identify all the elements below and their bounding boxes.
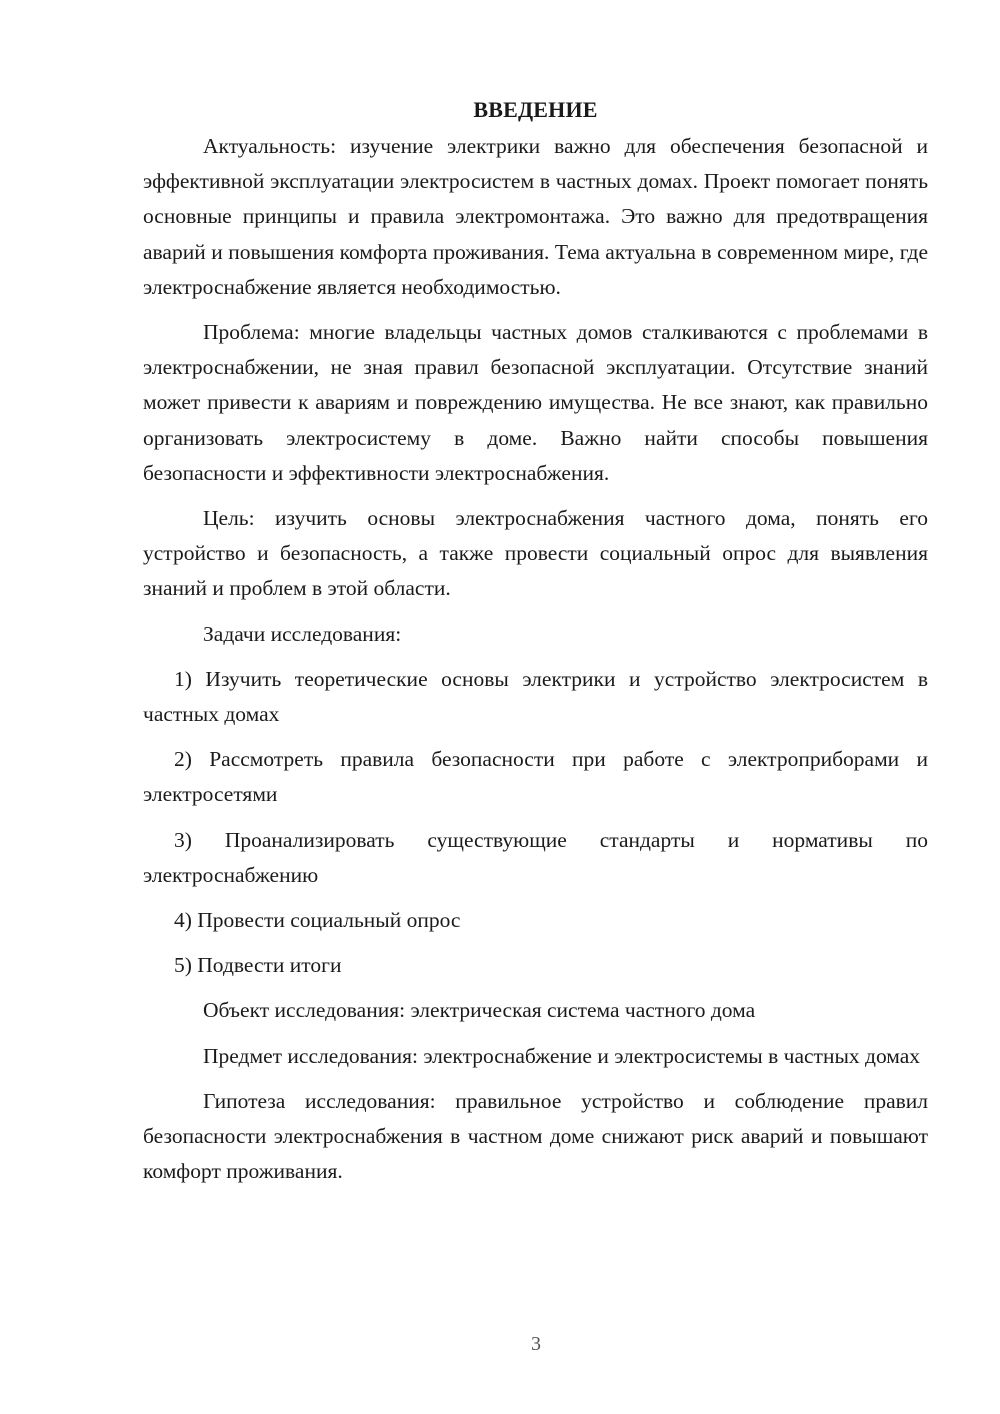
paragraph-relevance: Актуальность: изучение электрики важно для обеспечения безопасной и эффективной эксплуатации электросистем в частных домах. Проект помогает понять основные принципы и правила электромонтажа. Это важно для предотвращения аварий и повышения комфорта проживания. Тема актуальна в современном мире, где электроснабжение является необходимостью.: [143, 134, 928, 299]
tasks-heading: Задачи исследования:: [203, 621, 402, 646]
task-item-3: 3) Проанализировать существующие стандарты и нормативы по электроснабжению: [143, 827, 928, 887]
paragraph-object: Объект исследования: электрическая система частного дома: [203, 998, 756, 1023]
paragraph-problem: Проблема: многие владельцы частных домов сталкиваются с проблемами в электроснабжении, не зная правил безопасной эксплуатации. Отсутствие знаний может привести к авариям и повреждению имущества. Не все знают, как правильно организовать электросистему в доме. Важно найти способы повышения безопасности и эффективности электроснабжения.: [143, 320, 928, 485]
page-number: 3: [531, 1333, 541, 1355]
paragraph-goal: Цель: изучить основы электроснабжения частного дома, понять его устройство и безопасность, а также провести социальный опрос для выявления знаний и проблем в этой области.: [143, 506, 928, 601]
task-item-5: 5) Подвести итоги: [174, 953, 342, 978]
task-item-2: 2) Рассмотреть правила безопасности при работе с электроприборами и электросетями: [143, 747, 928, 807]
task-item-4: 4) Провести социальный опрос: [174, 908, 461, 933]
paragraph-subject: Предмет исследования: электроснабжение и электросистемы в частных домах: [203, 1043, 921, 1068]
task-item-1: 1) Изучить теоретические основы электрики и устройство электросистем в частных домах: [143, 666, 928, 727]
section-title: ВВЕДЕНИЕ: [473, 97, 598, 122]
document-page: [143, 92, 928, 1189]
paragraph-hypothesis: Гипотеза исследования: правильное устройство и соблюдение правил безопасности электроснабжения в частном доме снижают риск аварий и повышают комфорт проживания.: [143, 1088, 928, 1184]
